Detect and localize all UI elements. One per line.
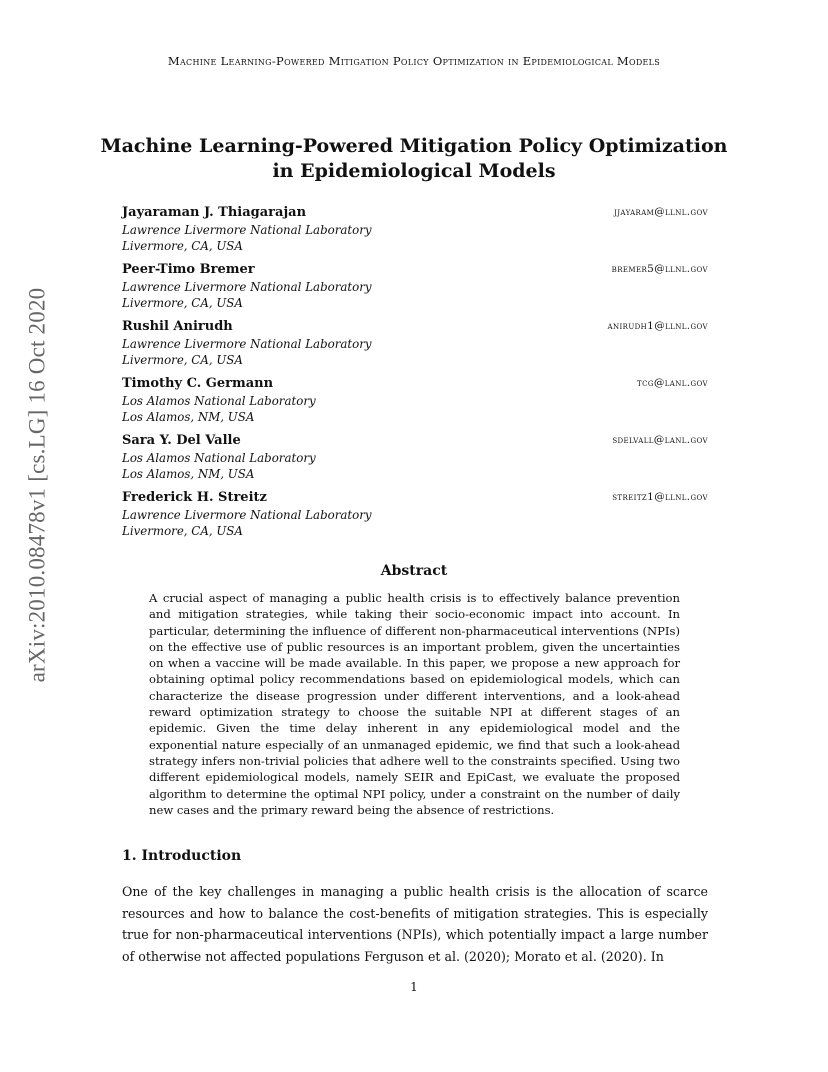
paper-title [0,134,828,184]
author-email: jjayaram@llnl.gov [614,206,708,218]
author-list [122,204,708,546]
author-email: bremer5@llnl.gov [611,263,708,275]
author-name: Rushil Anirudh [122,319,233,334]
author-name: Frederick H. Streitz [122,490,267,505]
author-location: Livermore, CA, USA [122,353,243,367]
author-block [122,489,708,546]
author-block [122,261,708,318]
page-number: 1 [410,980,418,994]
author-location: Livermore, CA, USA [122,524,243,538]
introduction-heading: 1. Introduction [122,848,242,864]
author-name: Timothy C. Germann [122,376,274,391]
author-block [122,375,708,432]
author-location: Los Alamos, NM, USA [122,467,255,481]
author-email: sdelvall@lanl.gov [612,434,708,446]
title-line-2: in Epidemiological Models [272,160,556,182]
author-name: Jayaraman J. Thiagarajan [122,205,307,220]
author-location: Livermore, CA, USA [122,239,243,253]
author-affiliation: Los Alamos National Laboratory [122,394,316,408]
abstract-text: A crucial aspect of managing a public health crisis is to effectively balance prevention and mitigation strategies, while taking their socio-economic impact into account. In particular, determining the influence of different non-pharmaceutical interventions (NPIs) on the effective use of public resources is an important problem, given the uncertainties on when a vaccine will be made available. In this paper, we propose a new approach for obtaining optimal policy recommendations based on epidemiological models, which can characterize the disease progression under different interventions, and a look-ahead reward optimization strategy to choose the suitable NPI at different stages of an epidemic. Given the time delay inherent in any epidemiological model and the exponential nature especially of an unmanaged epidemic, we find that such a look-ahead strategy infers non-trivial policies that adhere well to the constraints specified. Using two different epidemiological models, namely SEIR and EpiCast, we evaluate the proposed algorithm to determine the optimal NPI policy, under a constraint on the number of daily new cases and the primary reward being the absence of restrictions. [149,591,680,817]
abstract-heading: Abstract [380,563,448,579]
title-line-1: Machine Learning-Powered Mitigation Policy Optimization [100,135,728,157]
author-block [122,432,708,489]
author-affiliation: Lawrence Livermore National Laboratory [122,223,372,237]
author-location: Los Alamos, NM, USA [122,410,255,424]
author-affiliation: Lawrence Livermore National Laboratory [122,337,372,351]
author-email: streitz1@llnl.gov [612,491,708,503]
author-email: tcg@lanl.gov [637,377,708,389]
author-block [122,318,708,375]
running-head: Machine Learning-Powered Mitigation Policy Optimization in Epidemiological Models [167,54,661,68]
author-affiliation: Lawrence Livermore National Laboratory [122,280,372,294]
author-affiliation: Los Alamos National Laboratory [122,451,316,465]
arxiv-identifier-text: arXiv:2010.08478v1 [cs.LG] 16 Oct 2020 [24,287,50,683]
author-name: Peer-Timo Bremer [122,262,255,277]
arxiv-identifier-stamp [18,287,56,683]
author-block [122,204,708,261]
introduction-text: One of the key challenges in managing a public health crisis is the allocation of scarce resources and how to balance the cost-benefits of mitigation strategies. This is especially true for non-pharmaceutical interventions (NPIs), which potentially impact a large number of otherwise not affected populations Ferguson et al. (2020); Morato et al. (2020). In [122,884,708,964]
author-email: anirudh1@llnl.gov [607,320,708,332]
author-location: Livermore, CA, USA [122,296,243,310]
author-name: Sara Y. Del Valle [122,433,241,448]
author-affiliation: Lawrence Livermore National Laboratory [122,508,372,522]
